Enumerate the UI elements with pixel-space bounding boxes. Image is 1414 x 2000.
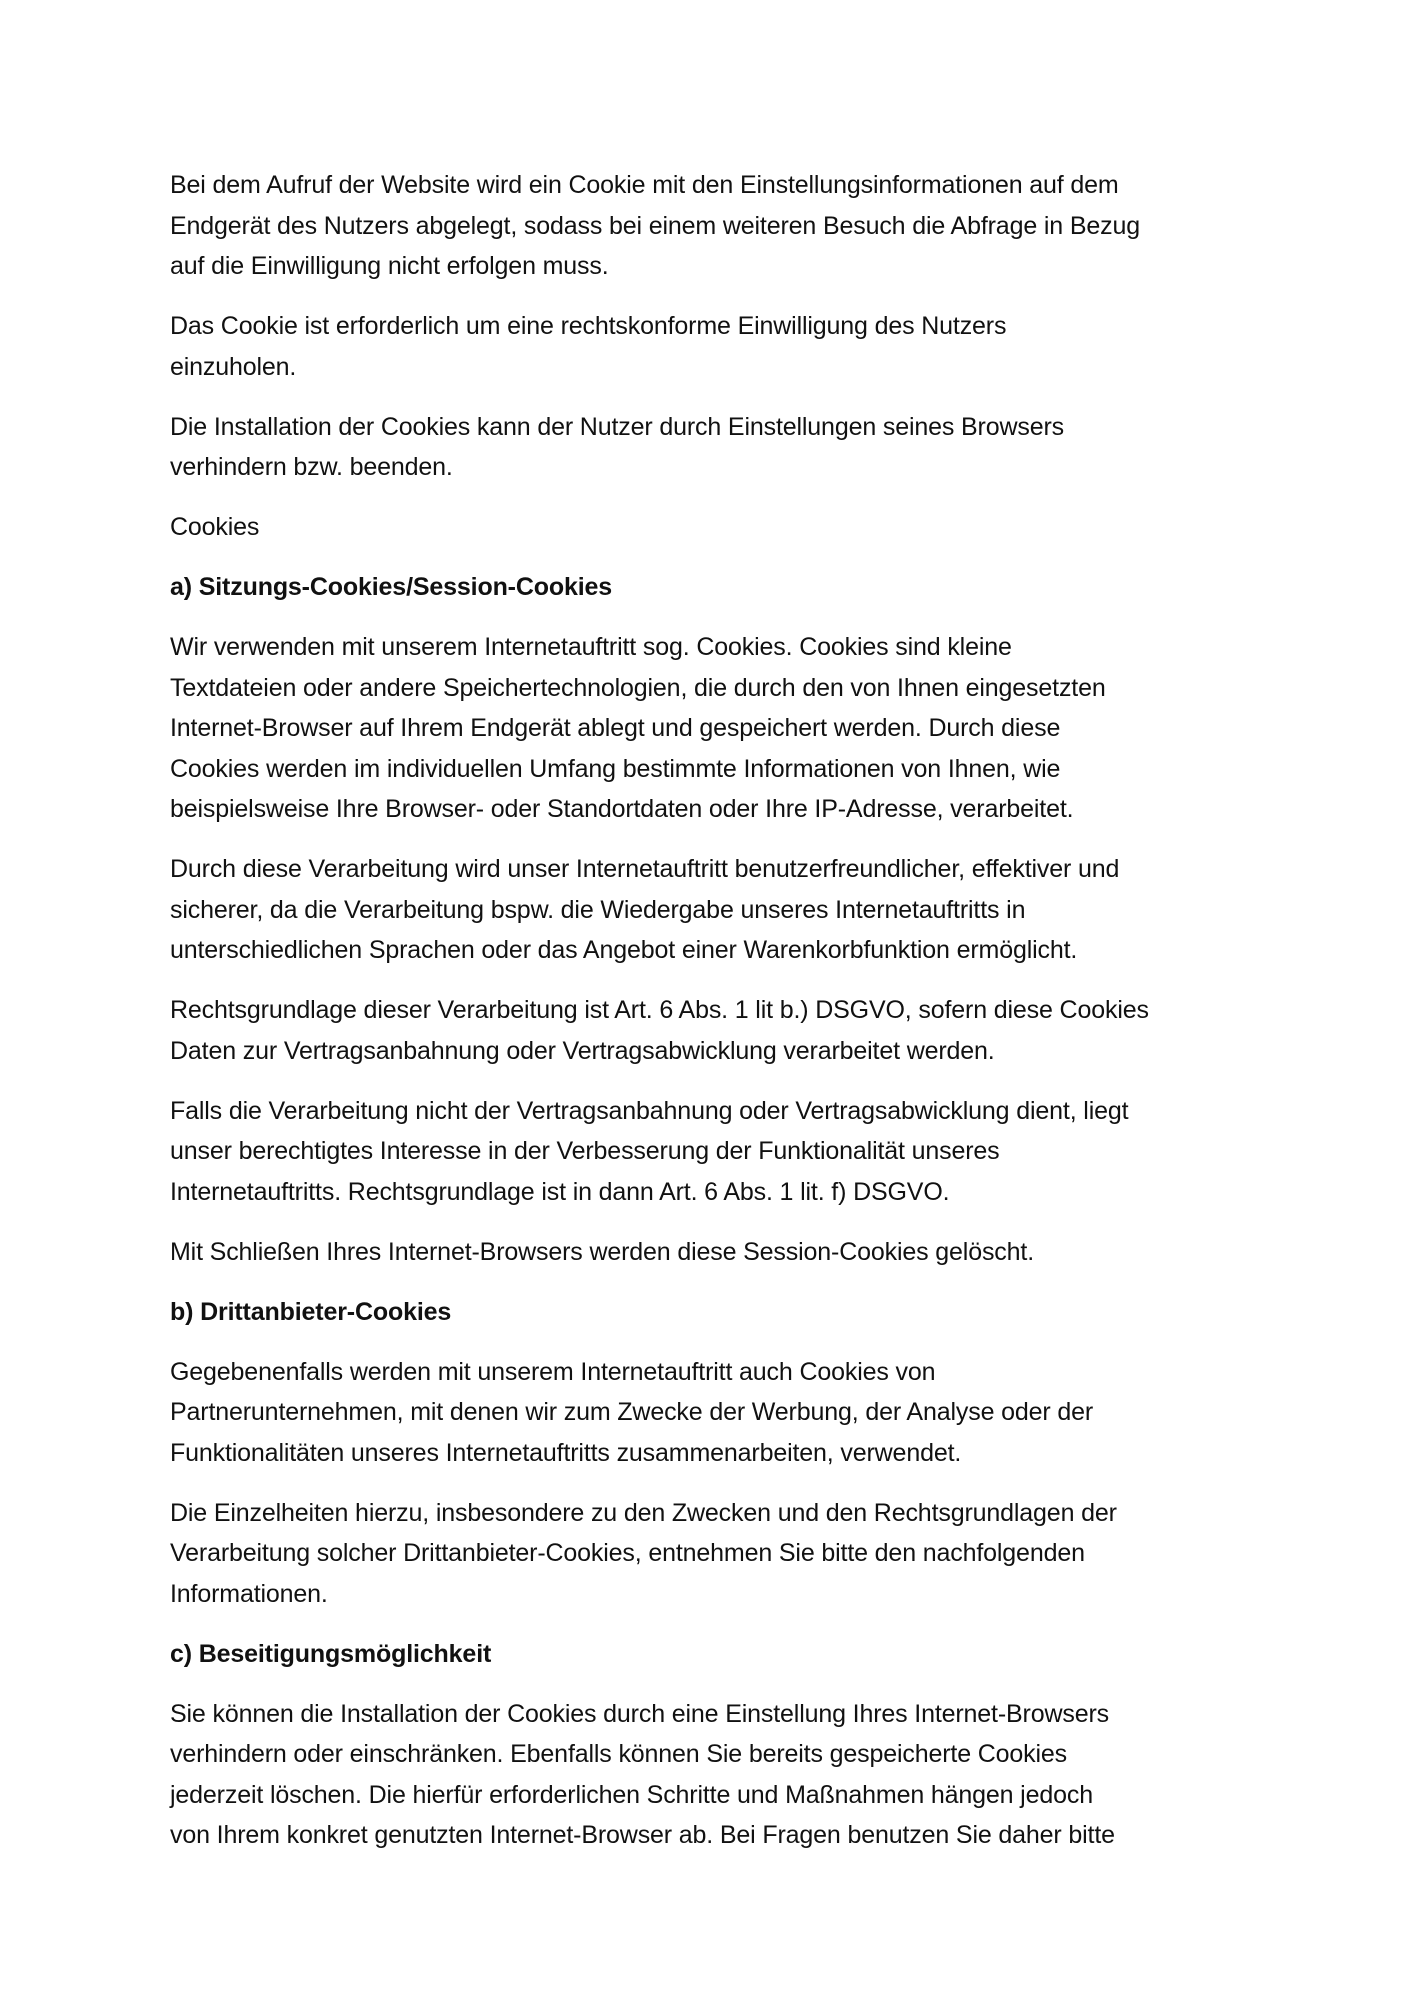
text-line: verhindern bzw. beenden. — [170, 453, 453, 481]
text-line: Rechtsgrundlage dieser Verarbeitung ist Art. 6 Abs. 1 lit b.) DSGVO, sofern diese Cookies — [170, 996, 1149, 1024]
heading-third-party-cookies — [170, 1292, 1270, 1333]
paragraph-third-party-details — [170, 1493, 1270, 1615]
text-line: Die Einzelheiten hierzu, insbesondere zu den Zwecken und den Rechtsgrundlagen der — [170, 1498, 1117, 1527]
heading-text: b) Drittanbieter-Cookies — [170, 1297, 452, 1326]
text-line: Textdateien oder andere Speichertechnologien, die durch den von Ihnen eingesetzten — [170, 673, 1106, 702]
text-line: Internetauftritts. Rechtsgrundlage ist in dann Art. 6 Abs. 1 lit. f) DSGVO. — [170, 1177, 950, 1206]
text-line: Mit Schließen Ihres Internet-Browsers werden diese Session-Cookies gelöscht. — [170, 1237, 1034, 1266]
text-line: Bei dem Aufruf der Website wird ein Cookie mit den Einstellungsinformationen auf dem — [170, 171, 1119, 199]
text-line: einzuholen. — [170, 352, 297, 381]
text-line: Gegebenenfalls werden mit unserem Internetauftritt auch Cookies von — [170, 1357, 936, 1386]
section-label-cookies — [170, 507, 1270, 548]
paragraph-browser-settings — [170, 407, 1270, 488]
paragraph-removal-instructions — [170, 1694, 1270, 1856]
text-line: Cookies werden im individuellen Umfang bestimmte Informationen von Ihnen, wie — [170, 754, 1061, 783]
text-line: Cookies — [170, 513, 260, 541]
text-line: beispielsweise Ihre Browser- oder Standortdaten oder Ihre IP-Adresse, verarbeitet. — [170, 795, 1074, 823]
text-line: Funktionalitäten unseres Internetauftritts zusammenarbeiten, verwendet. — [170, 1438, 962, 1467]
heading-session-cookies — [170, 567, 1270, 608]
text-line: Durch diese Verarbeitung wird unser Internetauftritt benutzerfreundlicher, effektiver und — [170, 855, 1120, 883]
text-line: sicherer, da die Verarbeitung bspw. die Wiedergabe unseres Internetauftritts in — [170, 895, 1026, 924]
paragraph-cookie-consent-storage — [170, 165, 1270, 287]
text-line: Die Installation der Cookies kann der Nutzer durch Einstellungen seines Browsers — [170, 412, 1065, 441]
heading-removal-option — [170, 1634, 1270, 1675]
paragraph-cookies-definition — [170, 627, 1270, 830]
text-line: verhindern oder einschränken. Ebenfalls können Sie bereits gespeicherte Cookies — [170, 1740, 1068, 1768]
paragraph-partner-cookies — [170, 1352, 1270, 1474]
text-line: Verarbeitung solcher Drittanbieter-Cookies, entnehmen Sie bitte den nachfolgenden — [170, 1539, 1085, 1567]
paragraph-cookie-required — [170, 306, 1270, 387]
document-page — [170, 165, 1270, 1875]
text-line: jederzeit löschen. Die hierfür erforderlichen Schritte und Maßnahmen hängen jedoch — [170, 1780, 1093, 1809]
text-line: Daten zur Vertragsanbahnung oder Vertragsabwicklung verarbeitet werden. — [170, 1036, 995, 1065]
text-line: Partnerunternehmen, mit denen wir zum Zwecke der Werbung, der Analyse oder der — [170, 1398, 1094, 1426]
paragraph-legal-basis-contract — [170, 990, 1270, 1071]
paragraph-processing-purpose — [170, 849, 1270, 971]
text-line: Das Cookie ist erforderlich um eine rechtskonforme Einwilligung des Nutzers — [170, 312, 1007, 340]
paragraph-session-deletion — [170, 1232, 1270, 1273]
heading-text: a) Sitzungs-Cookies/Session-Cookies — [170, 573, 613, 601]
text-line: unser berechtigtes Interesse in der Verbesserung der Funktionalität unseres — [170, 1137, 1000, 1165]
text-line: von Ihrem konkret genutzten Internet-Browser ab. Bei Fragen benutzen Sie daher bitte — [170, 1821, 1115, 1849]
text-line: Endgerät des Nutzers abgelegt, sodass bei einem weiteren Besuch die Abfrage in Bezug — [170, 211, 1140, 240]
text-line: Sie können die Installation der Cookies durch eine Einstellung Ihres Internet-Browsers — [170, 1699, 1110, 1728]
paragraph-legal-basis-interest — [170, 1091, 1270, 1213]
text-line: auf die Einwilligung nicht erfolgen muss. — [170, 252, 609, 280]
text-line: Internet-Browser auf Ihrem Endgerät ablegt und gespeichert werden. Durch diese — [170, 714, 1061, 742]
text-line: Informationen. — [170, 1579, 328, 1608]
text-line: Wir verwenden mit unserem Internetauftritt sog. Cookies. Cookies sind kleine — [170, 633, 1012, 661]
text-line: Falls die Verarbeitung nicht der Vertragsanbahnung oder Vertragsabwicklung dient, liegt — [170, 1096, 1129, 1125]
text-line: unterschiedlichen Sprachen oder das Angebot einer Warenkorbfunktion ermöglicht. — [170, 936, 1078, 964]
heading-text: c) Beseitigungsmöglichkeit — [170, 1639, 492, 1668]
